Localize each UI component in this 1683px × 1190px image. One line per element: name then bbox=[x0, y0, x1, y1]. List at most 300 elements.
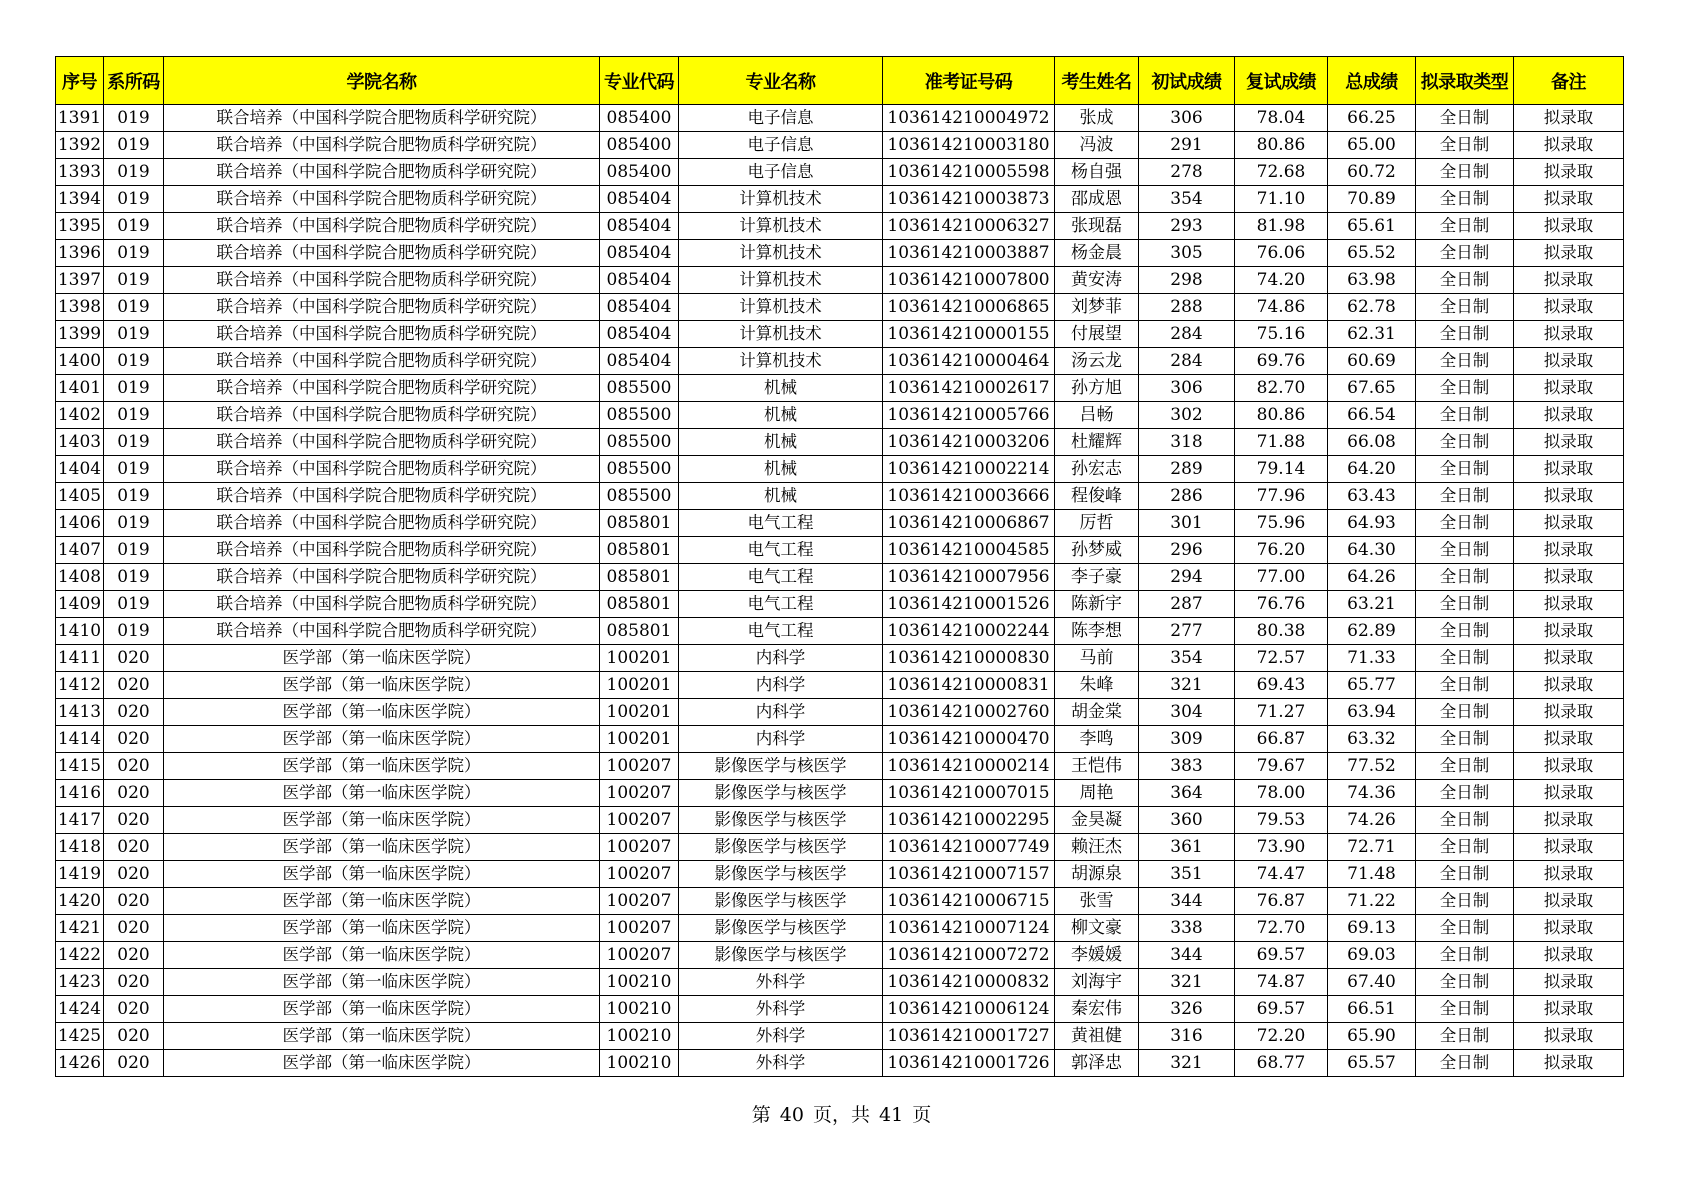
total-score-cell: 69.03 bbox=[1328, 942, 1416, 969]
major-cell: 计算机技术 bbox=[679, 267, 883, 294]
total-score-cell: 65.57 bbox=[1328, 1050, 1416, 1077]
remark-cell: 拟录取 bbox=[1514, 456, 1624, 483]
total-score-cell: 63.21 bbox=[1328, 591, 1416, 618]
name-cell: 杜耀辉 bbox=[1055, 429, 1139, 456]
major-code-cell: 085404 bbox=[600, 267, 679, 294]
dept-code-cell: 020 bbox=[104, 942, 164, 969]
prelim-score-cell: 344 bbox=[1139, 888, 1235, 915]
remark-cell: 拟录取 bbox=[1514, 375, 1624, 402]
major-code-cell: 100201 bbox=[600, 645, 679, 672]
admit-type-cell: 全日制 bbox=[1416, 186, 1514, 213]
major-cell: 机械 bbox=[679, 429, 883, 456]
major-code-cell: 085404 bbox=[600, 213, 679, 240]
exam-id-cell: 103614210007157 bbox=[883, 861, 1055, 888]
dept-code-cell: 019 bbox=[104, 267, 164, 294]
college-cell: 联合培养（中国科学院合肥物质科学研究院） bbox=[164, 348, 600, 375]
table-row bbox=[56, 726, 1624, 753]
remark-cell: 拟录取 bbox=[1514, 483, 1624, 510]
seq-cell: 1400 bbox=[56, 348, 104, 375]
retest-score-cell: 72.57 bbox=[1235, 645, 1328, 672]
major-cell: 机械 bbox=[679, 375, 883, 402]
college-cell: 医学部（第一临床医学院） bbox=[164, 780, 600, 807]
table-row bbox=[56, 267, 1624, 294]
admit-type-cell: 全日制 bbox=[1416, 105, 1514, 132]
major-cell: 电气工程 bbox=[679, 510, 883, 537]
total-score-cell: 77.52 bbox=[1328, 753, 1416, 780]
remark-cell: 拟录取 bbox=[1514, 942, 1624, 969]
college-cell: 联合培养（中国科学院合肥物质科学研究院） bbox=[164, 240, 600, 267]
college-cell: 医学部（第一临床医学院） bbox=[164, 645, 600, 672]
name-cell: 厉哲 bbox=[1055, 510, 1139, 537]
total-score-cell: 66.25 bbox=[1328, 105, 1416, 132]
retest-score-cell: 82.70 bbox=[1235, 375, 1328, 402]
col-header-dept-code: 系所码 bbox=[104, 57, 164, 105]
seq-cell: 1409 bbox=[56, 591, 104, 618]
dept-code-cell: 019 bbox=[104, 159, 164, 186]
total-score-cell: 63.32 bbox=[1328, 726, 1416, 753]
prelim-score-cell: 277 bbox=[1139, 618, 1235, 645]
table-row bbox=[56, 105, 1624, 132]
name-cell: 付展望 bbox=[1055, 321, 1139, 348]
major-code-cell: 100207 bbox=[600, 834, 679, 861]
admit-type-cell: 全日制 bbox=[1416, 375, 1514, 402]
seq-cell: 1422 bbox=[56, 942, 104, 969]
exam-id-cell: 103614210002295 bbox=[883, 807, 1055, 834]
prelim-score-cell: 321 bbox=[1139, 1050, 1235, 1077]
name-cell: 黄祖健 bbox=[1055, 1023, 1139, 1050]
table-row bbox=[56, 591, 1624, 618]
exam-id-cell: 103614210000830 bbox=[883, 645, 1055, 672]
college-cell: 联合培养（中国科学院合肥物质科学研究院） bbox=[164, 294, 600, 321]
college-cell: 医学部（第一临床医学院） bbox=[164, 834, 600, 861]
major-code-cell: 085404 bbox=[600, 294, 679, 321]
seq-cell: 1417 bbox=[56, 807, 104, 834]
retest-score-cell: 78.04 bbox=[1235, 105, 1328, 132]
exam-id-cell: 103614210007015 bbox=[883, 780, 1055, 807]
remark-cell: 拟录取 bbox=[1514, 267, 1624, 294]
retest-score-cell: 69.57 bbox=[1235, 942, 1328, 969]
prelim-score-cell: 383 bbox=[1139, 753, 1235, 780]
retest-score-cell: 80.86 bbox=[1235, 132, 1328, 159]
prelim-score-cell: 284 bbox=[1139, 348, 1235, 375]
college-cell: 联合培养（中国科学院合肥物质科学研究院） bbox=[164, 402, 600, 429]
admit-type-cell: 全日制 bbox=[1416, 213, 1514, 240]
exam-id-cell: 103614210000214 bbox=[883, 753, 1055, 780]
exam-id-cell: 103614210003666 bbox=[883, 483, 1055, 510]
col-header-major: 专业名称 bbox=[679, 57, 883, 105]
seq-cell: 1395 bbox=[56, 213, 104, 240]
admit-type-cell: 全日制 bbox=[1416, 1050, 1514, 1077]
admit-type-cell: 全日制 bbox=[1416, 996, 1514, 1023]
college-cell: 联合培养（中国科学院合肥物质科学研究院） bbox=[164, 159, 600, 186]
college-cell: 联合培养（中国科学院合肥物质科学研究院） bbox=[164, 213, 600, 240]
total-score-cell: 63.94 bbox=[1328, 699, 1416, 726]
dept-code-cell: 020 bbox=[104, 672, 164, 699]
admit-type-cell: 全日制 bbox=[1416, 861, 1514, 888]
admit-type-cell: 全日制 bbox=[1416, 1023, 1514, 1050]
exam-id-cell: 103614210002244 bbox=[883, 618, 1055, 645]
major-cell: 影像医学与核医学 bbox=[679, 807, 883, 834]
retest-score-cell: 72.70 bbox=[1235, 915, 1328, 942]
dept-code-cell: 019 bbox=[104, 618, 164, 645]
admit-type-cell: 全日制 bbox=[1416, 537, 1514, 564]
table-row bbox=[56, 969, 1624, 996]
name-cell: 孙方旭 bbox=[1055, 375, 1139, 402]
seq-cell: 1425 bbox=[56, 1023, 104, 1050]
prelim-score-cell: 338 bbox=[1139, 915, 1235, 942]
admit-type-cell: 全日制 bbox=[1416, 510, 1514, 537]
college-cell: 联合培养（中国科学院合肥物质科学研究院） bbox=[164, 564, 600, 591]
college-cell: 联合培养（中国科学院合肥物质科学研究院） bbox=[164, 618, 600, 645]
major-code-cell: 100210 bbox=[600, 1023, 679, 1050]
admit-type-cell: 全日制 bbox=[1416, 618, 1514, 645]
dept-code-cell: 020 bbox=[104, 996, 164, 1023]
remark-cell: 拟录取 bbox=[1514, 186, 1624, 213]
major-cell: 内科学 bbox=[679, 699, 883, 726]
table-row bbox=[56, 645, 1624, 672]
retest-score-cell: 72.20 bbox=[1235, 1023, 1328, 1050]
college-cell: 联合培养（中国科学院合肥物质科学研究院） bbox=[164, 483, 600, 510]
name-cell: 孙宏志 bbox=[1055, 456, 1139, 483]
table-row bbox=[56, 240, 1624, 267]
name-cell: 刘海宇 bbox=[1055, 969, 1139, 996]
dept-code-cell: 020 bbox=[104, 807, 164, 834]
total-score-cell: 63.98 bbox=[1328, 267, 1416, 294]
major-cell: 内科学 bbox=[679, 672, 883, 699]
exam-id-cell: 103614210006327 bbox=[883, 213, 1055, 240]
total-score-cell: 63.43 bbox=[1328, 483, 1416, 510]
major-cell: 电气工程 bbox=[679, 591, 883, 618]
retest-score-cell: 76.20 bbox=[1235, 537, 1328, 564]
exam-id-cell: 103614210007124 bbox=[883, 915, 1055, 942]
table-row bbox=[56, 996, 1624, 1023]
table-row bbox=[56, 348, 1624, 375]
admit-type-cell: 全日制 bbox=[1416, 888, 1514, 915]
major-code-cell: 085400 bbox=[600, 159, 679, 186]
retest-score-cell: 73.90 bbox=[1235, 834, 1328, 861]
remark-cell: 拟录取 bbox=[1514, 321, 1624, 348]
retest-score-cell: 68.77 bbox=[1235, 1050, 1328, 1077]
exam-id-cell: 103614210007749 bbox=[883, 834, 1055, 861]
table-row bbox=[56, 186, 1624, 213]
prelim-score-cell: 316 bbox=[1139, 1023, 1235, 1050]
major-cell: 电气工程 bbox=[679, 564, 883, 591]
remark-cell: 拟录取 bbox=[1514, 645, 1624, 672]
seq-cell: 1420 bbox=[56, 888, 104, 915]
seq-cell: 1403 bbox=[56, 429, 104, 456]
dept-code-cell: 019 bbox=[104, 537, 164, 564]
dept-code-cell: 020 bbox=[104, 699, 164, 726]
exam-id-cell: 103614210000155 bbox=[883, 321, 1055, 348]
name-cell: 胡金棠 bbox=[1055, 699, 1139, 726]
table-row bbox=[56, 537, 1624, 564]
exam-id-cell: 103614210003873 bbox=[883, 186, 1055, 213]
major-cell: 电子信息 bbox=[679, 159, 883, 186]
table-row bbox=[56, 672, 1624, 699]
total-score-cell: 65.90 bbox=[1328, 1023, 1416, 1050]
seq-cell: 1406 bbox=[56, 510, 104, 537]
remark-cell: 拟录取 bbox=[1514, 240, 1624, 267]
admit-type-cell: 全日制 bbox=[1416, 240, 1514, 267]
name-cell: 张雪 bbox=[1055, 888, 1139, 915]
total-score-cell: 66.08 bbox=[1328, 429, 1416, 456]
seq-cell: 1404 bbox=[56, 456, 104, 483]
seq-cell: 1392 bbox=[56, 132, 104, 159]
college-cell: 医学部（第一临床医学院） bbox=[164, 726, 600, 753]
admit-type-cell: 全日制 bbox=[1416, 483, 1514, 510]
dept-code-cell: 019 bbox=[104, 510, 164, 537]
major-cell: 影像医学与核医学 bbox=[679, 780, 883, 807]
name-cell: 黄安涛 bbox=[1055, 267, 1139, 294]
dept-code-cell: 020 bbox=[104, 780, 164, 807]
table-row bbox=[56, 699, 1624, 726]
major-cell: 计算机技术 bbox=[679, 213, 883, 240]
major-cell: 影像医学与核医学 bbox=[679, 888, 883, 915]
college-cell: 联合培养（中国科学院合肥物质科学研究院） bbox=[164, 186, 600, 213]
total-score-cell: 62.78 bbox=[1328, 294, 1416, 321]
exam-id-cell: 103614210002760 bbox=[883, 699, 1055, 726]
dept-code-cell: 019 bbox=[104, 564, 164, 591]
major-cell: 外科学 bbox=[679, 969, 883, 996]
table-row bbox=[56, 618, 1624, 645]
dept-code-cell: 019 bbox=[104, 186, 164, 213]
remark-cell: 拟录取 bbox=[1514, 726, 1624, 753]
remark-cell: 拟录取 bbox=[1514, 888, 1624, 915]
total-score-cell: 71.22 bbox=[1328, 888, 1416, 915]
total-score-cell: 62.31 bbox=[1328, 321, 1416, 348]
table-row bbox=[56, 402, 1624, 429]
prelim-score-cell: 298 bbox=[1139, 267, 1235, 294]
remark-cell: 拟录取 bbox=[1514, 294, 1624, 321]
retest-score-cell: 71.27 bbox=[1235, 699, 1328, 726]
exam-id-cell: 103614210002617 bbox=[883, 375, 1055, 402]
name-cell: 李鸣 bbox=[1055, 726, 1139, 753]
exam-id-cell: 103614210000832 bbox=[883, 969, 1055, 996]
name-cell: 刘梦菲 bbox=[1055, 294, 1139, 321]
name-cell: 杨自强 bbox=[1055, 159, 1139, 186]
admit-type-cell: 全日制 bbox=[1416, 699, 1514, 726]
dept-code-cell: 020 bbox=[104, 969, 164, 996]
dept-code-cell: 019 bbox=[104, 402, 164, 429]
major-code-cell: 100207 bbox=[600, 915, 679, 942]
major-cell: 影像医学与核医学 bbox=[679, 915, 883, 942]
table-row bbox=[56, 1023, 1624, 1050]
dept-code-cell: 020 bbox=[104, 645, 164, 672]
college-cell: 医学部（第一临床医学院） bbox=[164, 996, 600, 1023]
college-cell: 联合培养（中国科学院合肥物质科学研究院） bbox=[164, 537, 600, 564]
admit-type-cell: 全日制 bbox=[1416, 348, 1514, 375]
seq-cell: 1391 bbox=[56, 105, 104, 132]
name-cell: 邵成恩 bbox=[1055, 186, 1139, 213]
table-row bbox=[56, 510, 1624, 537]
table-row bbox=[56, 483, 1624, 510]
admit-type-cell: 全日制 bbox=[1416, 834, 1514, 861]
retest-score-cell: 79.14 bbox=[1235, 456, 1328, 483]
name-cell: 朱峰 bbox=[1055, 672, 1139, 699]
retest-score-cell: 77.96 bbox=[1235, 483, 1328, 510]
remark-cell: 拟录取 bbox=[1514, 969, 1624, 996]
dept-code-cell: 019 bbox=[104, 456, 164, 483]
college-cell: 医学部（第一临床医学院） bbox=[164, 699, 600, 726]
admit-type-cell: 全日制 bbox=[1416, 753, 1514, 780]
col-header-retest-score: 复试成绩 bbox=[1235, 57, 1328, 105]
admit-type-cell: 全日制 bbox=[1416, 726, 1514, 753]
seq-cell: 1419 bbox=[56, 861, 104, 888]
table-row bbox=[56, 1050, 1624, 1077]
name-cell: 冯波 bbox=[1055, 132, 1139, 159]
college-cell: 联合培养（中国科学院合肥物质科学研究院） bbox=[164, 105, 600, 132]
table-row bbox=[56, 942, 1624, 969]
total-score-cell: 74.36 bbox=[1328, 780, 1416, 807]
major-cell: 影像医学与核医学 bbox=[679, 753, 883, 780]
major-cell: 影像医学与核医学 bbox=[679, 834, 883, 861]
prelim-score-cell: 360 bbox=[1139, 807, 1235, 834]
col-header-exam-id: 准考证号码 bbox=[883, 57, 1055, 105]
major-code-cell: 085801 bbox=[600, 618, 679, 645]
name-cell: 孙梦威 bbox=[1055, 537, 1139, 564]
total-score-cell: 66.51 bbox=[1328, 996, 1416, 1023]
name-cell: 李媛媛 bbox=[1055, 942, 1139, 969]
major-code-cell: 085500 bbox=[600, 375, 679, 402]
table-row bbox=[56, 888, 1624, 915]
prelim-score-cell: 291 bbox=[1139, 132, 1235, 159]
total-score-cell: 64.30 bbox=[1328, 537, 1416, 564]
admit-type-cell: 全日制 bbox=[1416, 267, 1514, 294]
college-cell: 医学部（第一临床医学院） bbox=[164, 1023, 600, 1050]
total-score-cell: 60.69 bbox=[1328, 348, 1416, 375]
prelim-score-cell: 301 bbox=[1139, 510, 1235, 537]
prelim-score-cell: 305 bbox=[1139, 240, 1235, 267]
college-cell: 联合培养（中国科学院合肥物质科学研究院） bbox=[164, 267, 600, 294]
exam-id-cell: 103614210003887 bbox=[883, 240, 1055, 267]
remark-cell: 拟录取 bbox=[1514, 834, 1624, 861]
name-cell: 陈新宇 bbox=[1055, 591, 1139, 618]
table-row bbox=[56, 834, 1624, 861]
major-cell: 计算机技术 bbox=[679, 294, 883, 321]
seq-cell: 1426 bbox=[56, 1050, 104, 1077]
remark-cell: 拟录取 bbox=[1514, 672, 1624, 699]
table-row bbox=[56, 429, 1624, 456]
major-code-cell: 100207 bbox=[600, 807, 679, 834]
prelim-score-cell: 278 bbox=[1139, 159, 1235, 186]
seq-cell: 1416 bbox=[56, 780, 104, 807]
exam-id-cell: 103614210004585 bbox=[883, 537, 1055, 564]
prelim-score-cell: 321 bbox=[1139, 672, 1235, 699]
retest-score-cell: 75.96 bbox=[1235, 510, 1328, 537]
remark-cell: 拟录取 bbox=[1514, 132, 1624, 159]
major-cell: 影像医学与核医学 bbox=[679, 861, 883, 888]
col-header-major-code: 专业代码 bbox=[600, 57, 679, 105]
retest-score-cell: 74.47 bbox=[1235, 861, 1328, 888]
college-cell: 联合培养（中国科学院合肥物质科学研究院） bbox=[164, 591, 600, 618]
prelim-score-cell: 302 bbox=[1139, 402, 1235, 429]
seq-cell: 1413 bbox=[56, 699, 104, 726]
remark-cell: 拟录取 bbox=[1514, 861, 1624, 888]
admit-type-cell: 全日制 bbox=[1416, 564, 1514, 591]
college-cell: 医学部（第一临床医学院） bbox=[164, 888, 600, 915]
dept-code-cell: 019 bbox=[104, 132, 164, 159]
college-cell: 联合培养（中国科学院合肥物质科学研究院） bbox=[164, 429, 600, 456]
retest-score-cell: 75.16 bbox=[1235, 321, 1328, 348]
college-cell: 联合培养（中国科学院合肥物质科学研究院） bbox=[164, 456, 600, 483]
name-cell: 张现磊 bbox=[1055, 213, 1139, 240]
prelim-score-cell: 306 bbox=[1139, 105, 1235, 132]
retest-score-cell: 69.43 bbox=[1235, 672, 1328, 699]
seq-cell: 1398 bbox=[56, 294, 104, 321]
major-cell: 计算机技术 bbox=[679, 186, 883, 213]
name-cell: 程俊峰 bbox=[1055, 483, 1139, 510]
name-cell: 陈李想 bbox=[1055, 618, 1139, 645]
total-score-cell: 71.48 bbox=[1328, 861, 1416, 888]
name-cell: 柳文豪 bbox=[1055, 915, 1139, 942]
exam-id-cell: 103614210006715 bbox=[883, 888, 1055, 915]
total-score-cell: 65.00 bbox=[1328, 132, 1416, 159]
college-cell: 医学部（第一临床医学院） bbox=[164, 753, 600, 780]
admit-type-cell: 全日制 bbox=[1416, 807, 1514, 834]
remark-cell: 拟录取 bbox=[1514, 1023, 1624, 1050]
retest-score-cell: 76.06 bbox=[1235, 240, 1328, 267]
col-header-college: 学院名称 bbox=[164, 57, 600, 105]
seq-cell: 1421 bbox=[56, 915, 104, 942]
table-row bbox=[56, 213, 1624, 240]
major-code-cell: 100201 bbox=[600, 699, 679, 726]
table-row bbox=[56, 321, 1624, 348]
exam-id-cell: 103614210002214 bbox=[883, 456, 1055, 483]
table-row bbox=[56, 159, 1624, 186]
seq-cell: 1414 bbox=[56, 726, 104, 753]
major-cell: 电子信息 bbox=[679, 105, 883, 132]
total-score-cell: 65.77 bbox=[1328, 672, 1416, 699]
admit-type-cell: 全日制 bbox=[1416, 969, 1514, 996]
major-code-cell: 085500 bbox=[600, 456, 679, 483]
remark-cell: 拟录取 bbox=[1514, 915, 1624, 942]
table-row bbox=[56, 780, 1624, 807]
exam-id-cell: 103614210007272 bbox=[883, 942, 1055, 969]
admit-type-cell: 全日制 bbox=[1416, 942, 1514, 969]
prelim-score-cell: 361 bbox=[1139, 834, 1235, 861]
prelim-score-cell: 293 bbox=[1139, 213, 1235, 240]
major-code-cell: 085801 bbox=[600, 564, 679, 591]
name-cell: 王恺伟 bbox=[1055, 753, 1139, 780]
dept-code-cell: 020 bbox=[104, 726, 164, 753]
col-header-remark: 备注 bbox=[1514, 57, 1624, 105]
major-cell: 外科学 bbox=[679, 1023, 883, 1050]
major-code-cell: 100207 bbox=[600, 942, 679, 969]
admit-type-cell: 全日制 bbox=[1416, 780, 1514, 807]
major-cell: 电气工程 bbox=[679, 537, 883, 564]
table-row bbox=[56, 375, 1624, 402]
prelim-score-cell: 287 bbox=[1139, 591, 1235, 618]
seq-cell: 1397 bbox=[56, 267, 104, 294]
admission-table bbox=[55, 56, 1624, 1077]
dept-code-cell: 020 bbox=[104, 1023, 164, 1050]
table-row bbox=[56, 294, 1624, 321]
admit-type-cell: 全日制 bbox=[1416, 915, 1514, 942]
seq-cell: 1418 bbox=[56, 834, 104, 861]
major-code-cell: 085404 bbox=[600, 348, 679, 375]
table-row bbox=[56, 132, 1624, 159]
table-row bbox=[56, 861, 1624, 888]
prelim-score-cell: 318 bbox=[1139, 429, 1235, 456]
college-cell: 医学部（第一临床医学院） bbox=[164, 915, 600, 942]
major-cell: 机械 bbox=[679, 483, 883, 510]
dept-code-cell: 020 bbox=[104, 753, 164, 780]
prelim-score-cell: 364 bbox=[1139, 780, 1235, 807]
seq-cell: 1407 bbox=[56, 537, 104, 564]
major-cell: 外科学 bbox=[679, 996, 883, 1023]
total-score-cell: 64.20 bbox=[1328, 456, 1416, 483]
retest-score-cell: 72.68 bbox=[1235, 159, 1328, 186]
